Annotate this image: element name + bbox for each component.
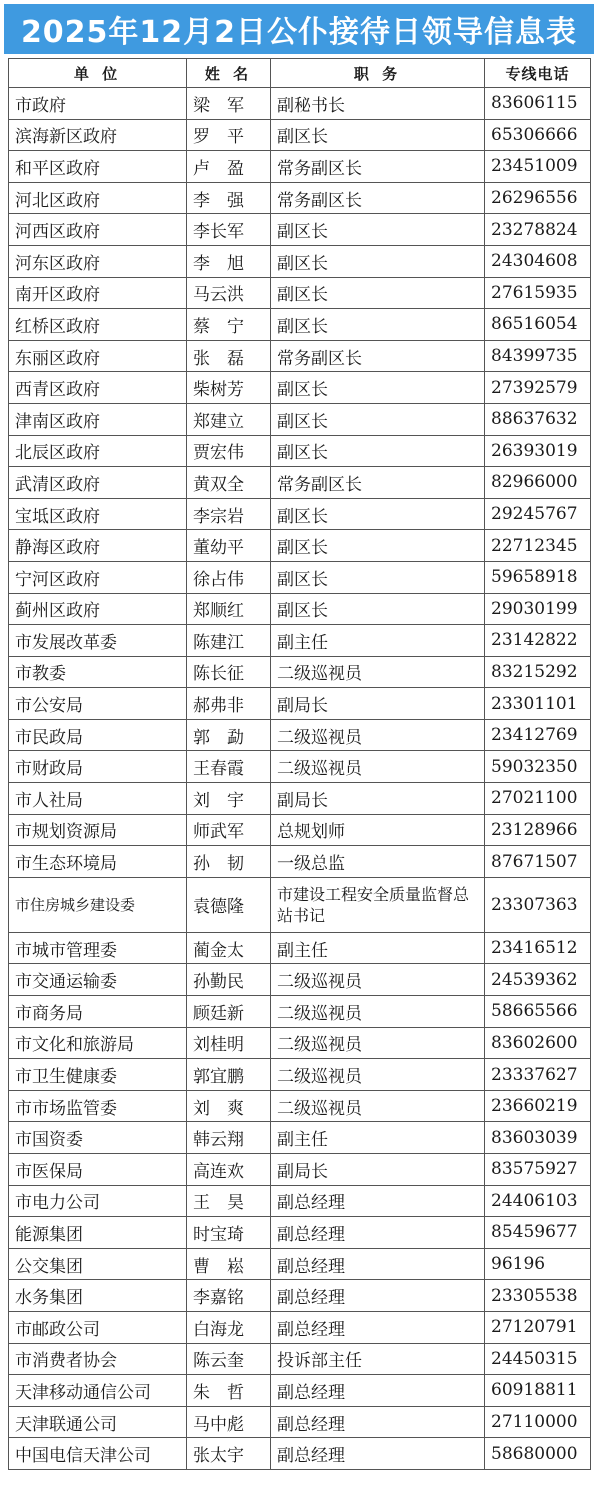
cell-position: 副区长 <box>271 372 485 404</box>
cell-position: 二级巡视员 <box>271 656 485 688</box>
cell-unit: 市电力公司 <box>9 1185 187 1217</box>
cell-position: 二级巡视员 <box>271 964 485 996</box>
table-row <box>9 214 591 246</box>
cell-position: 二级巡视员 <box>271 1027 485 1059</box>
cell-name: 李 旭 <box>187 245 271 277</box>
cell-phone: 27120791 <box>485 1311 591 1343</box>
cell-unit: 公交集团 <box>9 1248 187 1280</box>
cell-phone: 23128966 <box>485 814 591 846</box>
table-row <box>9 245 591 277</box>
table-row <box>9 1406 591 1438</box>
cell-name: 陈云奎 <box>187 1343 271 1375</box>
cell-position: 副局长 <box>271 1154 485 1186</box>
cell-phone: 65306666 <box>485 119 591 151</box>
table-row <box>9 932 591 964</box>
cell-unit: 和平区政府 <box>9 151 187 183</box>
cell-unit: 中国电信天津公司 <box>9 1438 187 1470</box>
cell-position: 副区长 <box>271 435 485 467</box>
cell-phone: 23307363 <box>485 877 591 932</box>
table-header-row <box>9 59 591 88</box>
cell-name: 郭 勐 <box>187 719 271 751</box>
table-row <box>9 1280 591 1312</box>
table-row <box>9 182 591 214</box>
table-row <box>9 119 591 151</box>
cell-phone: 83215292 <box>485 656 591 688</box>
table-row <box>9 1154 591 1186</box>
cell-name: 朱 哲 <box>187 1375 271 1407</box>
cell-position: 副局长 <box>271 783 485 815</box>
table-row <box>9 403 591 435</box>
cell-unit: 天津联通公司 <box>9 1406 187 1438</box>
cell-position: 副区长 <box>271 309 485 341</box>
cell-unit: 市民政局 <box>9 719 187 751</box>
cell-phone: 26296556 <box>485 182 591 214</box>
cell-unit: 市商务局 <box>9 996 187 1028</box>
cell-name: 黄双全 <box>187 467 271 499</box>
cell-phone: 96196 <box>485 1248 591 1280</box>
cell-position: 副主任 <box>271 625 485 657</box>
cell-name: 李宗岩 <box>187 498 271 530</box>
cell-position: 副总经理 <box>271 1248 485 1280</box>
cell-name: 郑建立 <box>187 403 271 435</box>
cell-unit: 市财政局 <box>9 751 187 783</box>
cell-unit: 市生态环境局 <box>9 846 187 878</box>
table-row <box>9 1090 591 1122</box>
cell-name: 师武军 <box>187 814 271 846</box>
page-title: 2025年12月2日公仆接待日领导信息表 <box>4 4 594 54</box>
cell-phone: 85459677 <box>485 1217 591 1249</box>
cell-phone: 27392579 <box>485 372 591 404</box>
cell-name: 孙勤民 <box>187 964 271 996</box>
cell-position: 副区长 <box>271 214 485 246</box>
cell-phone: 29245767 <box>485 498 591 530</box>
cell-unit: 市规划资源局 <box>9 814 187 846</box>
table-row <box>9 277 591 309</box>
table-row <box>9 1217 591 1249</box>
cell-position: 副区长 <box>271 277 485 309</box>
cell-name: 曹 崧 <box>187 1248 271 1280</box>
cell-phone: 59032350 <box>485 751 591 783</box>
cell-name: 孙 韧 <box>187 846 271 878</box>
cell-unit: 市人社局 <box>9 783 187 815</box>
cell-position: 副区长 <box>271 498 485 530</box>
table-row <box>9 561 591 593</box>
cell-unit: 市住房城乡建设委 <box>9 877 187 932</box>
cell-name: 高连欢 <box>187 1154 271 1186</box>
cell-phone: 23412769 <box>485 719 591 751</box>
cell-phone: 84399735 <box>485 340 591 372</box>
cell-name: 刘桂明 <box>187 1027 271 1059</box>
cell-phone: 24450315 <box>485 1343 591 1375</box>
table-row <box>9 751 591 783</box>
cell-phone: 23451009 <box>485 151 591 183</box>
table-row <box>9 1311 591 1343</box>
cell-position: 副区长 <box>271 403 485 435</box>
cell-position: 二级巡视员 <box>271 751 485 783</box>
cell-phone: 83575927 <box>485 1154 591 1186</box>
cell-name: 蔡 宁 <box>187 309 271 341</box>
cell-position: 副主任 <box>271 1122 485 1154</box>
table-row <box>9 340 591 372</box>
cell-unit: 蓟州区政府 <box>9 593 187 625</box>
cell-unit: 市市场监管委 <box>9 1090 187 1122</box>
table-row <box>9 1343 591 1375</box>
cell-unit: 天津移动通信公司 <box>9 1375 187 1407</box>
cell-phone: 23278824 <box>485 214 591 246</box>
cell-unit: 河北区政府 <box>9 182 187 214</box>
cell-name: 陈建江 <box>187 625 271 657</box>
cell-name: 董幼平 <box>187 530 271 562</box>
cell-name: 李 强 <box>187 182 271 214</box>
cell-position: 二级巡视员 <box>271 1059 485 1091</box>
cell-position: 副区长 <box>271 593 485 625</box>
cell-phone: 23301101 <box>485 688 591 720</box>
cell-name: 李嘉铭 <box>187 1280 271 1312</box>
cell-unit: 静海区政府 <box>9 530 187 562</box>
table-row <box>9 151 591 183</box>
cell-unit: 河东区政府 <box>9 245 187 277</box>
cell-position: 常务副区长 <box>271 467 485 499</box>
cell-unit: 南开区政府 <box>9 277 187 309</box>
cell-unit: 能源集团 <box>9 1217 187 1249</box>
cell-name: 王 昊 <box>187 1185 271 1217</box>
cell-unit: 市公安局 <box>9 688 187 720</box>
table-row <box>9 625 591 657</box>
header-phone: 专线电话 <box>485 59 591 88</box>
cell-unit: 市卫生健康委 <box>9 1059 187 1091</box>
cell-unit: 北辰区政府 <box>9 435 187 467</box>
cell-name: 郭宜鹏 <box>187 1059 271 1091</box>
table-row <box>9 467 591 499</box>
table-row <box>9 1185 591 1217</box>
table-row <box>9 783 591 815</box>
cell-name: 李长军 <box>187 214 271 246</box>
cell-name: 陈长征 <box>187 656 271 688</box>
cell-name: 时宝琦 <box>187 1217 271 1249</box>
cell-unit: 市教委 <box>9 656 187 688</box>
cell-phone: 23337627 <box>485 1059 591 1091</box>
cell-name: 刘 爽 <box>187 1090 271 1122</box>
cell-unit: 红桥区政府 <box>9 309 187 341</box>
cell-position: 副总经理 <box>271 1375 485 1407</box>
cell-unit: 市邮政公司 <box>9 1311 187 1343</box>
cell-unit: 市医保局 <box>9 1154 187 1186</box>
cell-position: 副主任 <box>271 932 485 964</box>
table-row <box>9 1122 591 1154</box>
cell-phone: 29030199 <box>485 593 591 625</box>
table-row <box>9 498 591 530</box>
cell-name: 梁 军 <box>187 88 271 120</box>
cell-name: 白海龙 <box>187 1311 271 1343</box>
cell-position: 常务副区长 <box>271 340 485 372</box>
leader-table <box>8 58 591 1470</box>
cell-phone: 82966000 <box>485 467 591 499</box>
cell-name: 马云洪 <box>187 277 271 309</box>
table-body <box>9 88 591 1470</box>
cell-position: 常务副区长 <box>271 182 485 214</box>
cell-name: 马中彪 <box>187 1406 271 1438</box>
cell-phone: 24539362 <box>485 964 591 996</box>
cell-name: 顾廷新 <box>187 996 271 1028</box>
cell-unit: 东丽区政府 <box>9 340 187 372</box>
table-row <box>9 814 591 846</box>
table-row <box>9 996 591 1028</box>
table-row <box>9 656 591 688</box>
cell-position: 副区长 <box>271 119 485 151</box>
cell-phone: 86516054 <box>485 309 591 341</box>
table-row <box>9 88 591 120</box>
cell-position: 副总经理 <box>271 1311 485 1343</box>
cell-position: 副总经理 <box>271 1185 485 1217</box>
cell-position: 副秘书长 <box>271 88 485 120</box>
table-row <box>9 372 591 404</box>
cell-name: 张 磊 <box>187 340 271 372</box>
cell-unit: 市国资委 <box>9 1122 187 1154</box>
cell-name: 徐占伟 <box>187 561 271 593</box>
table-row <box>9 877 591 932</box>
cell-name: 郑顺红 <box>187 593 271 625</box>
cell-position: 市建设工程安全质量监督总站书记 <box>271 877 485 932</box>
cell-phone: 83603039 <box>485 1122 591 1154</box>
cell-unit: 津南区政府 <box>9 403 187 435</box>
cell-unit: 市交通运输委 <box>9 964 187 996</box>
cell-position: 副总经理 <box>271 1438 485 1470</box>
cell-unit: 宝坻区政府 <box>9 498 187 530</box>
table-row <box>9 1248 591 1280</box>
cell-unit: 市消费者协会 <box>9 1343 187 1375</box>
cell-unit: 宁河区政府 <box>9 561 187 593</box>
cell-position: 副局长 <box>271 688 485 720</box>
cell-unit: 西青区政府 <box>9 372 187 404</box>
table-row <box>9 688 591 720</box>
leader-info-sheet <box>4 4 594 1482</box>
cell-position: 常务副区长 <box>271 151 485 183</box>
cell-unit: 市发展改革委 <box>9 625 187 657</box>
cell-phone: 88637632 <box>485 403 591 435</box>
cell-name: 贾宏伟 <box>187 435 271 467</box>
cell-phone: 60918811 <box>485 1375 591 1407</box>
cell-position: 一级总监 <box>271 846 485 878</box>
cell-name: 蔺金太 <box>187 932 271 964</box>
cell-position: 副总经理 <box>271 1406 485 1438</box>
cell-position: 副总经理 <box>271 1280 485 1312</box>
cell-unit: 市城市管理委 <box>9 932 187 964</box>
header-name: 姓 名 <box>187 59 271 88</box>
cell-phone: 23142822 <box>485 625 591 657</box>
cell-unit: 武清区政府 <box>9 467 187 499</box>
table-row <box>9 1027 591 1059</box>
table-row <box>9 1438 591 1470</box>
header-unit: 单 位 <box>9 59 187 88</box>
table-row <box>9 719 591 751</box>
table-row <box>9 593 591 625</box>
cell-name: 卢 盈 <box>187 151 271 183</box>
cell-position: 副区长 <box>271 530 485 562</box>
cell-name: 韩云翔 <box>187 1122 271 1154</box>
table-row <box>9 1375 591 1407</box>
cell-unit: 市文化和旅游局 <box>9 1027 187 1059</box>
cell-phone: 27615935 <box>485 277 591 309</box>
cell-phone: 22712345 <box>485 530 591 562</box>
cell-phone: 24304608 <box>485 245 591 277</box>
cell-phone: 27110000 <box>485 1406 591 1438</box>
cell-unit: 市政府 <box>9 88 187 120</box>
cell-position: 副区长 <box>271 561 485 593</box>
cell-position: 投诉部主任 <box>271 1343 485 1375</box>
table-row <box>9 964 591 996</box>
cell-phone: 23660219 <box>485 1090 591 1122</box>
cell-phone: 59658918 <box>485 561 591 593</box>
cell-name: 袁德隆 <box>187 877 271 932</box>
cell-position: 副区长 <box>271 245 485 277</box>
cell-name: 罗 平 <box>187 119 271 151</box>
cell-phone: 58680000 <box>485 1438 591 1470</box>
table-row <box>9 435 591 467</box>
cell-unit: 滨海新区政府 <box>9 119 187 151</box>
cell-position: 总规划师 <box>271 814 485 846</box>
cell-phone: 83606115 <box>485 88 591 120</box>
cell-unit: 河西区政府 <box>9 214 187 246</box>
table-row <box>9 846 591 878</box>
cell-phone: 27021100 <box>485 783 591 815</box>
cell-name: 刘 宇 <box>187 783 271 815</box>
cell-position: 二级巡视员 <box>271 719 485 751</box>
table-row <box>9 309 591 341</box>
table-row <box>9 1059 591 1091</box>
cell-phone: 24406103 <box>485 1185 591 1217</box>
cell-position: 二级巡视员 <box>271 996 485 1028</box>
cell-phone: 58665566 <box>485 996 591 1028</box>
cell-name: 王春霞 <box>187 751 271 783</box>
cell-position: 二级巡视员 <box>271 1090 485 1122</box>
cell-position: 副总经理 <box>271 1217 485 1249</box>
cell-unit: 水务集团 <box>9 1280 187 1312</box>
table-row <box>9 530 591 562</box>
cell-phone: 26393019 <box>485 435 591 467</box>
cell-name: 柴树芳 <box>187 372 271 404</box>
cell-name: 张太宇 <box>187 1438 271 1470</box>
cell-phone: 23305538 <box>485 1280 591 1312</box>
cell-phone: 87671507 <box>485 846 591 878</box>
header-position: 职 务 <box>271 59 485 88</box>
cell-phone: 83602600 <box>485 1027 591 1059</box>
cell-phone: 23416512 <box>485 932 591 964</box>
cell-name: 郝弗非 <box>187 688 271 720</box>
